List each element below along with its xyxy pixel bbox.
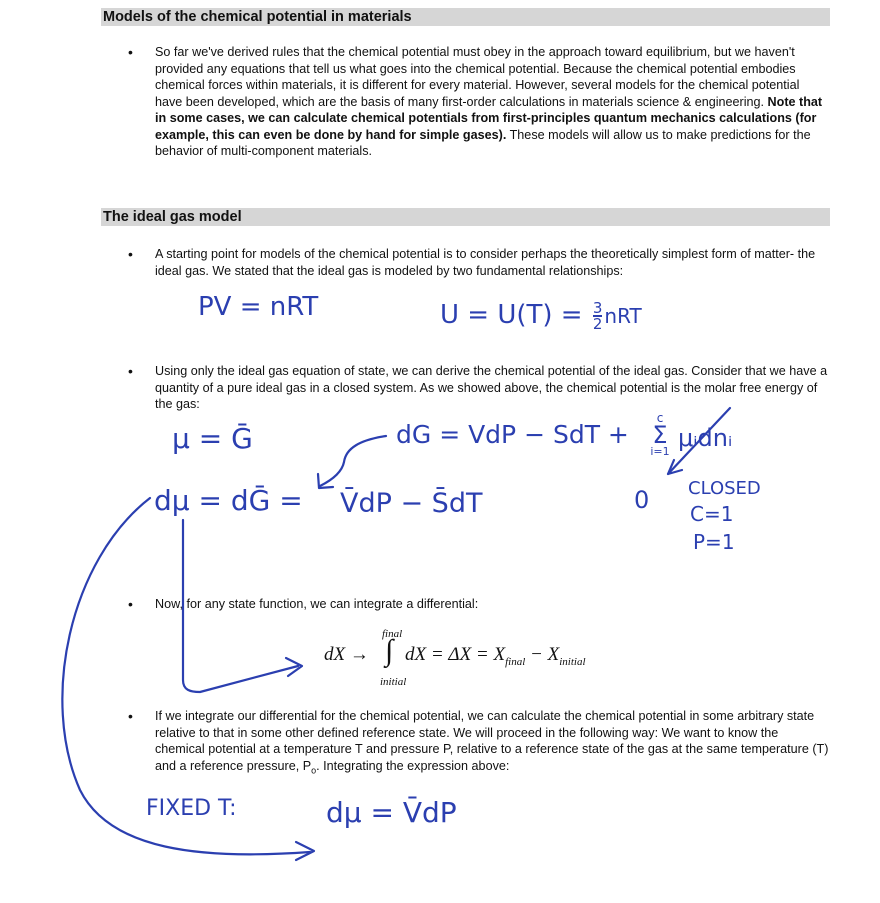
handwritten-dG-equation: dG = VdP − SdT + <box>396 420 629 449</box>
section-title: Models of the chemical potential in materials <box>103 9 412 25</box>
handwritten-vdp-sdt: V̄dP − S̄dT <box>340 488 483 519</box>
left-bracket-arrow <box>183 520 298 692</box>
integral-upper-limit: final <box>382 628 403 640</box>
handwritten-c-equals-1: C=1 <box>690 502 734 526</box>
bullet-icon: • <box>128 44 133 60</box>
fraction-numerator: 3 <box>592 298 603 317</box>
fraction-denominator: 2 <box>592 314 603 333</box>
bullet-icon: • <box>128 363 133 379</box>
paragraph-derive-chemical-potential: Using only the ideal gas equation of state, we can derive the chemical potential of the ideal gas. Consider that we have a quantity of a pure ideal gas in a closed system. As we showed above, the chemical potential is the molar free energy of the gas: <box>155 364 828 411</box>
bullet-icon: • <box>128 596 133 612</box>
handwritten-closed: CLOSED <box>688 478 761 499</box>
integral-lhs: dX → <box>324 644 369 665</box>
paragraph-text: So far we've derived rules that the chemical potential must obey in the approach toward equilibrium, but we haven't provided any equations that tell us what goes into the chemical potential. Because the chemical potential embodies chemical forces within materials, it is different for every material. However, several models for the chemical potential have been developed, which are the basis of many first-order calculations in materials science & engineering. <box>155 45 800 109</box>
equation-rhs: nRT <box>604 304 642 328</box>
bullet-icon: • <box>128 708 133 724</box>
handwritten-zero: 0 <box>634 486 650 514</box>
handwritten-mu-dn-term: μᵢdnᵢ <box>678 424 733 452</box>
handwritten-fixed-t: FIXED T: <box>146 796 237 821</box>
handwritten-mu-equals-gbar: μ = Ḡ <box>172 422 253 455</box>
paragraph-text: . Integrating the expression above: <box>316 758 510 773</box>
handwritten-dmu-equation: dμ = dḠ = <box>154 484 303 517</box>
paragraph-integrate-differential: Now, for any state function, we can integrate a differential: <box>155 597 479 611</box>
arrowhead-icon <box>296 842 314 860</box>
sum-symbol: Σ <box>652 421 668 449</box>
handwritten-dmu-vdp: dμ = V̄dP <box>326 796 457 829</box>
sum-upper-limit: c <box>656 411 664 425</box>
paragraph-bold-text: Note that in some cases, we can calculate chemical potentials from first-principles quantum mechanics calculations (for example, this can even be done by hand for simple gases). <box>155 94 823 142</box>
bullet-icon: • <box>128 246 133 262</box>
big-curve-arrow <box>62 498 310 854</box>
subscript-o: o <box>311 765 317 776</box>
paragraph-text: These models will allow us to make predictions for the behavior of multi-component materials. <box>155 127 811 158</box>
integral-body-text: dX = ΔX = X <box>405 644 506 665</box>
sum-lower-limit: i=1 <box>650 445 670 458</box>
subscript-initial: initial <box>559 655 586 668</box>
handwritten-pv-nrt: PV = nRT <box>198 292 319 322</box>
handwritten-p-equals-1: P=1 <box>693 530 735 554</box>
integral-minus: − X <box>525 644 560 665</box>
paragraph-ideal-gas-intro: A starting point for models of the chemical potential is to consider perhaps the theoretically simplest form of matter- the ideal gas. We stated that the ideal gas is modeled by two fundamental relationships: <box>155 247 816 278</box>
equation-lhs: U = U(T) = <box>440 300 591 330</box>
slash-mark <box>668 408 733 474</box>
subscript-final: final <box>505 655 526 668</box>
integral-lower-limit: initial <box>380 676 407 688</box>
paragraph-text: If we integrate our differential for the chemical potential, we can calculate the chemical potential in some arbitrary state relative to that in some other defined reference state. We will proceed in the following way: We want to know the chemical potential at a temperature T and pressure P, relative to a reference state of the gas at the same temperature (T) and a reference pressure, P <box>155 709 829 773</box>
curved-arrow-to-dmu <box>320 436 386 486</box>
section-title: The ideal gas model <box>103 209 242 225</box>
integral-symbol: ∫ <box>385 634 394 667</box>
